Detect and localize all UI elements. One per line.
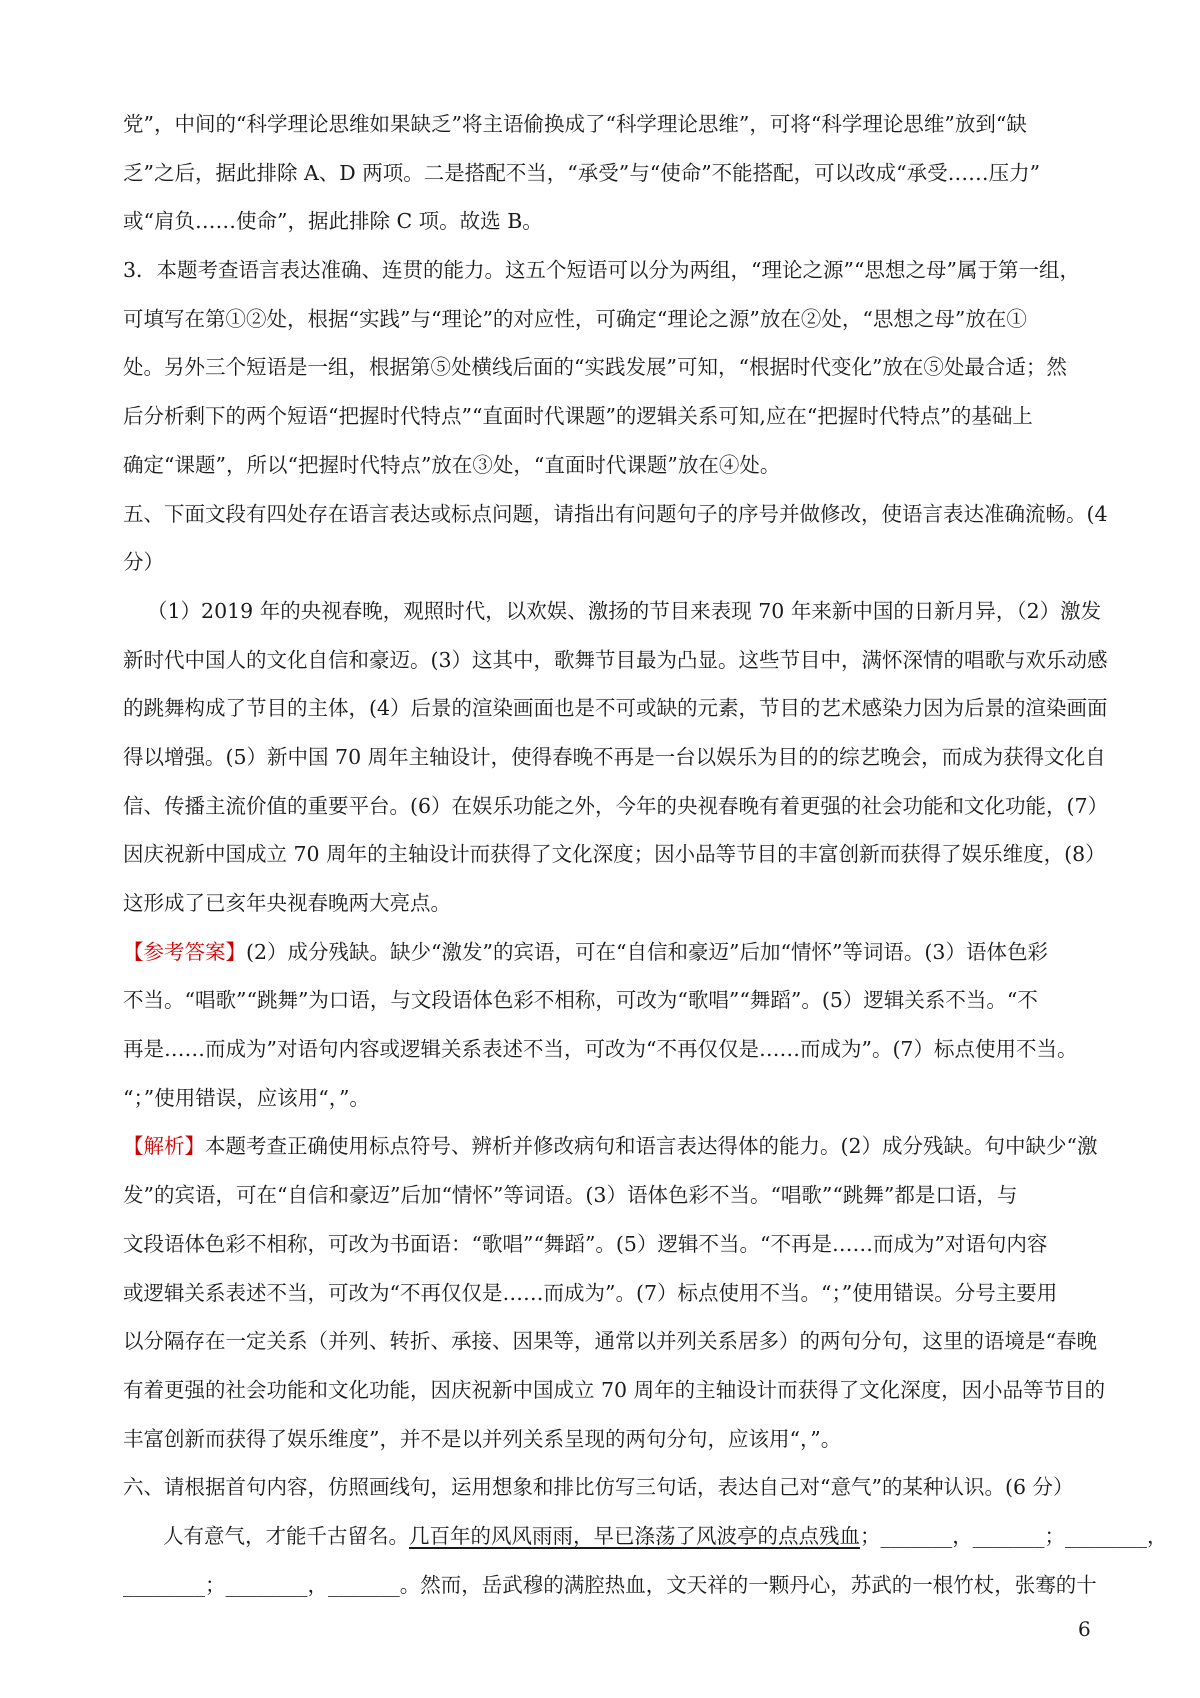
page-number: 6	[1078, 1617, 1091, 1641]
answer-line: “；”使用错误，应该用“，”。	[123, 1085, 370, 1110]
blanks: ；_______，_______；________，	[860, 1523, 1168, 1548]
analysis-line: 文段语体色彩不相称，可改为书面语：“歌唱”“舞蹈”。(5）逻辑不当。“不再是……而成为”对语句内容	[123, 1231, 1048, 1256]
passage-line: 的跳舞构成了节目的主体，(4）后景的渲染画面也是不可或缺的元素，节目的艺术感染力因为后景的渲染画面	[123, 696, 1108, 721]
imitation-lead: 人有意气，才能千古留名。	[163, 1523, 409, 1548]
analysis-line: 或逻辑关系表述不当，可改为“不再仅仅是……而成为”。(7）标点使用不当。“；”使用错误。分号主要用	[123, 1280, 1058, 1305]
passage-line: 这形成了已亥年央视春晚两大亮点。	[123, 891, 451, 915]
analysis-text: 本题考查正确使用标点符号、辨析并修改病句和语言表达得体的能力。(2）成分残缺。句中缺少“激	[205, 1134, 1098, 1159]
question-six-heading: 六、请根据首句内容，仿照画线句，运用想象和排比仿写三句话，表达自己对“意气”的某种认识。(6 分）	[123, 1475, 1074, 1500]
analysis-line: 以分隔存在一定关系（并列、转折、承接、因果等，通常以并列关系居多）的两句分句，这里的语境是“春晚	[123, 1329, 1097, 1354]
analysis-line	[123, 1122, 1100, 1171]
imitation-line: ________；________，_______。然而，岳武穆的满腔热血，文天祥的一颗丹心，苏武的一根竹杖，张骞的十	[123, 1572, 1097, 1597]
text-line: 后分析剩下的两个短语“把握时代特点”“直面时代课题”的逻辑关系可知,应在“把握时代特点”的基础上	[123, 404, 1033, 429]
page-content	[123, 100, 1168, 1609]
text-line: 分）	[123, 550, 164, 575]
analysis-line: 丰富创新而获得了娱乐维度”，并不是以并列关系呈现的两句分句，应该用“，”。	[123, 1426, 842, 1451]
text-line: 确定“课题”，所以“把握时代特点”放在③处，“直面时代课题”放在④处。	[123, 452, 781, 477]
answer-text: (2）成分残缺。缺少“激发”的宾语，可在“自信和豪迈”后加“情怀”等词语。(3）语体色彩	[246, 939, 1048, 964]
text-line: 或“肩负……使命”，据此排除 C 项。故选 B。	[123, 209, 543, 234]
analysis-tag: 【解析】	[123, 1134, 205, 1159]
passage-line: （1）2019 年的央视春晚，观照时代，以欢娱、激扬的节目来表现 70 年来新中国的日新月异，（2）激发	[147, 598, 1102, 623]
text-line: 可填写在第①②处，根据“实践”与“理论”的对应性，可确定“理论之源”放在②处，“思想之母”放在①	[123, 306, 1027, 331]
passage-line: 得以增强。(5）新中国 70 周年主轴设计，使得春晚不再是一台以娱乐为目的的综艺晚会，而成为获得文化自	[123, 744, 1106, 769]
analysis-line: 发”的宾语，可在“自信和豪迈”后加“情怀”等词语。(3）语体色彩不当。“唱歌”“跳舞”都是口语，与	[123, 1183, 1018, 1208]
passage-line: 因庆祝新中国成立 70 周年的主轴设计而获得了文化深度；因小品等节目的丰富创新而获得了娱乐维度，(8）	[123, 842, 1106, 867]
text-line: 3．本题考查语言表达准确、连贯的能力。这五个短语可以分为两组，“理论之源”“思想之母”属于第一组，	[123, 258, 1080, 283]
passage-line: 信、传播主流价值的重要平台。(6）在娱乐功能之外，今年的央视春晚有着更强的社会功能和文化功能，(7）	[123, 793, 1109, 818]
answer-tag: 【参考答案】	[123, 939, 246, 964]
answer-line: 再是……而成为”对语句内容或逻辑关系表述不当，可改为“不再仅仅是……而成为”。(7）标点使用不当。	[123, 1037, 1078, 1062]
answer-line	[123, 928, 1100, 977]
text-line: 党”，中间的“科学理论思维如果缺乏”将主语偷换成了“科学理论思维”，可将“科学理论思维”放到“缺	[123, 112, 1027, 136]
analysis-line: 有着更强的社会功能和文化功能，因庆祝新中国成立 70 周年的主轴设计而获得了文化深度，因小品等节目的	[123, 1377, 1106, 1402]
text-line: 处。另外三个短语是一组，根据第⑤处横线后面的“实践发展”可知，“根据时代变化”放在⑤处最合适；然	[123, 355, 1067, 380]
underlined-sentence: 几百年的风风雨雨，早已涤荡了风波亭的点点残血	[409, 1523, 860, 1548]
imitation-line	[123, 1512, 1168, 1561]
question-five-heading: 五、下面文段有四处存在语言表达或标点问题，请指出有问题句子的序号并做修改，使语言表达准确流畅。(4	[123, 501, 1108, 526]
text-line: 乏”之后，据此排除 A、D 两项。二是搭配不当，“承受”与“使命”不能搭配，可以改成“承受……压力”	[123, 160, 1041, 185]
passage-line: 新时代中国人的文化自信和豪迈。(3）这其中，歌舞节目最为凸显。这些节目中，满怀深情的唱歌与欢乐动感	[123, 647, 1108, 672]
answer-line: 不当。“唱歌”“跳舞”为口语，与文段语体色彩不相称，可改为“歌唱”“舞蹈”。(5）逻辑关系不当。“不	[123, 988, 1038, 1013]
